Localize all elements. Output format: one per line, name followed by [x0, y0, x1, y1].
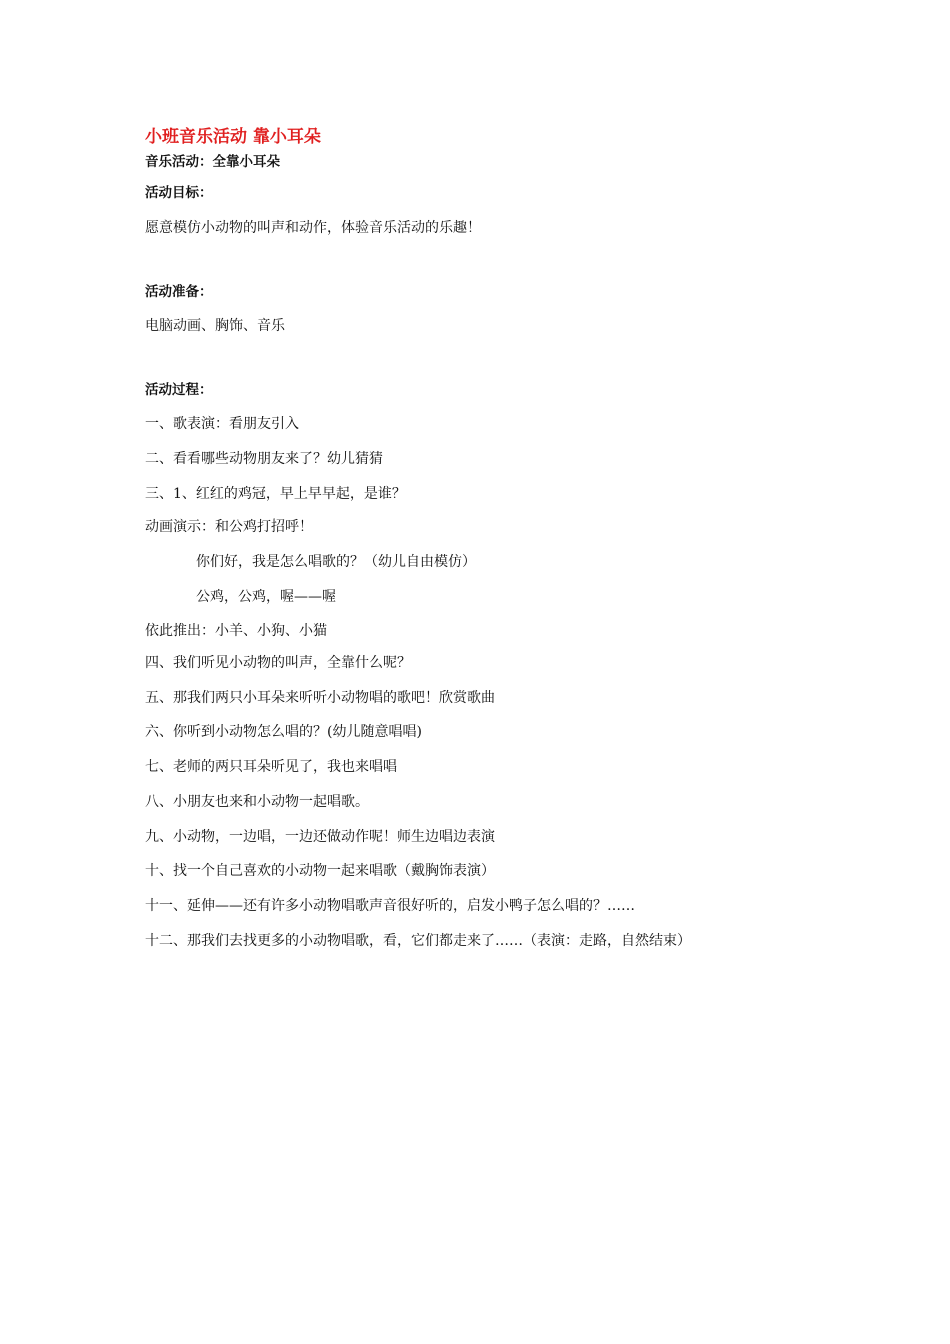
step-line: 依此推出：小羊、小狗、小猫: [145, 623, 327, 639]
step-line: 四、我们听见小动物的叫声，全靠什么呢？: [145, 655, 411, 671]
step-line: 九、小动物，一边唱，一边还做动作呢！师生边唱边表演: [145, 829, 495, 845]
prep-text: 电脑动画、胸饰、音乐: [145, 318, 285, 334]
step-line: 五、那我们两只小耳朵来听听小动物唱的歌吧！欣赏歌曲: [145, 690, 495, 706]
step-line: 十一、延伸——还有许多小动物唱歌声音很好听的，启发小鸭子怎么唱的？……: [145, 898, 635, 914]
step-line: 八、小朋友也来和小动物一起唱歌。: [145, 794, 369, 810]
goal-heading: 活动目标：: [145, 185, 213, 201]
process-heading: 活动过程：: [145, 382, 213, 398]
step-line: 十二、那我们去找更多的小动物唱歌，看，它们都走来了……（表演：走路，自然结束）: [145, 933, 691, 949]
step-line: 三、1、红红的鸡冠，早上早早起，是谁？: [145, 486, 406, 502]
document-subtitle: 音乐活动：全靠小耳朵: [145, 154, 280, 170]
step-line: 十、找一个自己喜欢的小动物一起来唱歌（戴胸饰表演）: [145, 863, 495, 879]
step-line: 六、你听到小动物怎么唱的？(幼儿随意唱唱): [145, 724, 422, 740]
step-line: 一、歌表演：看朋友引入: [145, 416, 299, 432]
prep-heading: 活动准备：: [145, 284, 213, 300]
step-line-indented: 公鸡，公鸡，喔——喔: [196, 589, 336, 605]
step-line: 动画演示：和公鸡打招呼！: [145, 519, 313, 535]
step-line: 七、老师的两只耳朵听见了，我也来唱唱: [145, 759, 397, 775]
goal-text: 愿意模仿小动物的叫声和动作，体验音乐活动的乐趣！: [145, 220, 481, 236]
document-title: 小班音乐活动 靠小耳朵: [145, 127, 321, 147]
step-line-indented: 你们好，我是怎么唱歌的？（幼儿自由模仿）: [196, 554, 476, 570]
step-line: 二、看看哪些动物朋友来了？幼儿猜猜: [145, 451, 383, 467]
